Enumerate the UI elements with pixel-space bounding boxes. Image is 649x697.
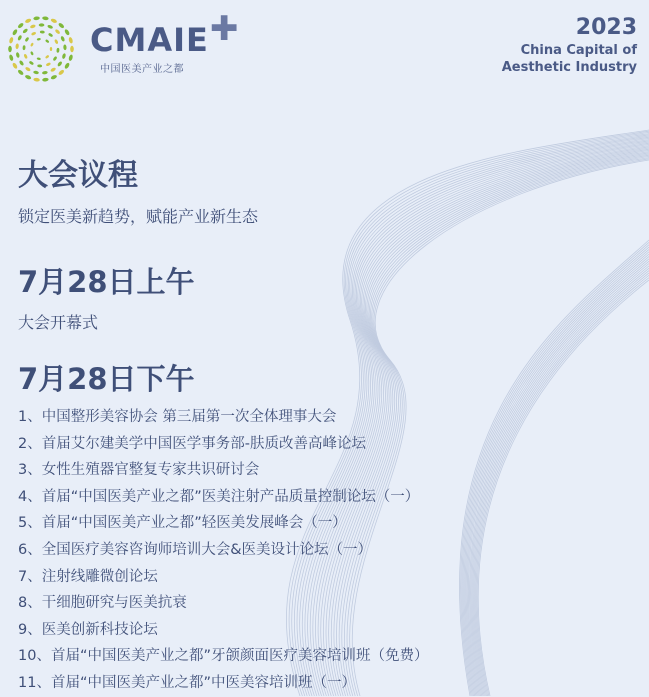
tagline-line2: Aesthetic Industry (501, 60, 637, 75)
morning-session-heading: 7月28日上午 (18, 265, 195, 299)
list-item: 6、全国医疗美容咨询师培训大会&医美设计论坛（一） (18, 541, 373, 558)
brand-block (90, 9, 239, 75)
list-item: 10、首届“中国医美产业之都”牙颌颜面医疗美容培训班（免费） (18, 648, 429, 665)
tagline-line1: China Capital of (520, 43, 637, 58)
afternoon-session-heading: 7月28日下午 (18, 362, 195, 396)
afternoon-agenda-list (18, 404, 428, 697)
plus-icon: ✚ (210, 9, 239, 49)
list-item: 9、医美创新科技论坛 (18, 621, 158, 638)
year: 2023 (575, 15, 637, 40)
list-item: 8、干细胞研究与医美抗衰 (18, 595, 187, 612)
page-title: 大会议程 (18, 158, 138, 193)
list-item: 11、首届“中国医美产业之都”中医美容培训班（一） (18, 674, 356, 691)
list-item: 3、女性生殖器官整复专家共识研讨会 (18, 462, 260, 479)
list-item: 4、首届“中国医美产业之都”医美注射产品质量控制论坛（一） (18, 488, 420, 505)
brand-subtitle: 中国医美产业之都 (100, 64, 184, 75)
cmaie-logo-icon (6, 14, 76, 84)
list-item: 1、中国整形美容协会 第三届第一次全体理事大会 (18, 409, 337, 425)
morning-session-desc: 大会开幕式 (18, 313, 99, 332)
list-item: 2、首届艾尔建美学中国医学事务部-肤质改善高峰论坛 (18, 435, 366, 452)
page-subtitle: 锁定医美新趋势，赋能产业新生态 (18, 207, 259, 226)
brand-name: CMAIE (90, 21, 209, 59)
list-item: 5、首届“中国医美产业之都”轻医美发展峰会（一） (18, 515, 347, 532)
year-tagline (502, 14, 637, 76)
list-item: 7、注射线雕微创论坛 (18, 568, 158, 585)
